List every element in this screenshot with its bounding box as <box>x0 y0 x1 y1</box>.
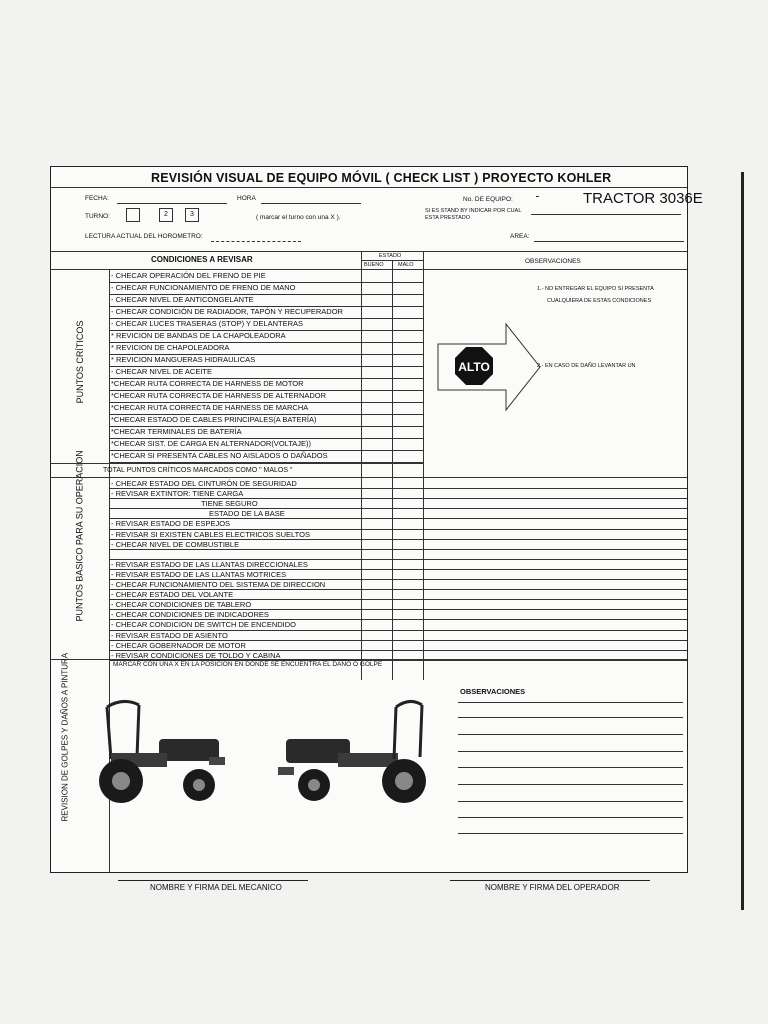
criticos-section-label: PUNTOS CRÍTICOS <box>75 320 85 404</box>
obs-line-8[interactable] <box>458 817 683 818</box>
obs-line-4[interactable] <box>458 751 683 752</box>
turno-box-1[interactable] <box>126 208 140 222</box>
critico-item: - CHECAR LUCES TRASERAS (STOP) Y DELANTERAS <box>111 319 303 328</box>
basico-malo-cell[interactable] <box>393 498 423 508</box>
basico-item: - CHECAR ESTADO DEL CINTURÓN DE SEGURIDAD <box>111 479 297 488</box>
basico-malo-cell[interactable] <box>393 508 423 518</box>
critico-malo-cell[interactable] <box>393 450 423 462</box>
basico-malo-cell[interactable] <box>393 589 423 599</box>
turno-box-2[interactable]: 2 <box>159 208 173 222</box>
critico-malo-cell[interactable] <box>393 306 423 318</box>
critico-item: *CHECAR RUTA CORRECTA DE HARNESS DE MARCHA <box>111 403 309 412</box>
critico-item: - CHECAR CONDICIÓN DE RADIADOR, TAPÓN Y RECUPERADOR <box>111 307 343 316</box>
critico-item: *CHECAR SIST. DE CARGA EN ALTERNADOR(VOLTAJE)) <box>111 439 312 448</box>
mecanico-signature-label: NOMBRE Y FIRMA DEL MECANICO <box>150 883 282 892</box>
basico-malo-cell[interactable] <box>393 529 423 539</box>
operador-signature-line[interactable] <box>450 880 650 881</box>
critico-malo-cell[interactable] <box>393 330 423 342</box>
critico-item: *CHECAR ESTADO DE CABLES PRINCIPALES(A BATERÍA) <box>111 415 317 424</box>
hora-field[interactable] <box>261 203 361 204</box>
bueno-header: BUENO <box>364 262 384 268</box>
critico-item: - CHECAR NIVEL DE ACEITE <box>111 367 212 376</box>
scan-edge-line <box>741 172 744 910</box>
basico-bueno-cell[interactable] <box>362 518 392 528</box>
basico-bueno-cell[interactable] <box>362 488 392 498</box>
mecanico-signature-line[interactable] <box>118 880 308 881</box>
basico-item: - CHECAR GOBERNADOR DE MOTOR <box>111 640 246 650</box>
basico-malo-cell[interactable] <box>393 609 423 619</box>
horometro-label: LECTURA ACTUAL DEL HOROMETRO: <box>85 233 203 240</box>
basico-malo-cell[interactable] <box>393 619 423 629</box>
critico-bueno-cell[interactable] <box>362 366 392 378</box>
golpes-observaciones-label: OBSERVACIONES <box>460 687 526 696</box>
stand-by-field[interactable] <box>531 214 681 215</box>
basico-item: TIENE SEGURO <box>201 499 258 509</box>
obs-line-9[interactable] <box>458 833 683 834</box>
golpes-instruction: MARCAR CON UNA X EN LA POSICION EN DONDE SE ENCUENTRA EL DAÑO O GOLPE <box>113 661 383 668</box>
critico-malo-cell[interactable] <box>393 342 423 354</box>
basico-bueno-cell[interactable] <box>362 619 392 629</box>
critico-item: * REVICION DE BANDAS DE LA CHAPOLEADORA <box>111 331 286 340</box>
stand-by-note: SI ES STAND BY INDICAR POR CUAL ESTA PRESTADO <box>425 208 522 221</box>
basico-bueno-cell[interactable] <box>362 539 392 549</box>
critico-malo-cell[interactable] <box>393 390 423 402</box>
critico-item: - CHECAR OPERACIÓN DEL FRENO DE PIE <box>111 271 266 280</box>
basico-item: - CHECAR CONDICION DE SWITCH DE ENCENDIDO <box>111 620 297 630</box>
title-divider <box>51 187 687 188</box>
critico-malo-cell[interactable] <box>393 294 423 306</box>
critico-malo-cell[interactable] <box>393 282 423 294</box>
no-equipo-label: No. DE EQUIPO: <box>463 196 513 203</box>
basico-malo-cell[interactable] <box>393 599 423 609</box>
basico-item: - REVISAR ESTADO DE LAS LLANTAS MOTRICES <box>111 569 287 579</box>
basico-malo-cell[interactable] <box>393 488 423 498</box>
critico-bueno-cell[interactable] <box>362 270 392 282</box>
critico-bueno-cell[interactable] <box>362 306 392 318</box>
critico-bueno-cell[interactable] <box>362 354 392 366</box>
critico-malo-cell[interactable] <box>393 318 423 330</box>
critico-malo-cell[interactable] <box>393 378 423 390</box>
critico-bueno-cell[interactable] <box>362 282 392 294</box>
critico-malo-cell[interactable] <box>393 438 423 450</box>
critico-bueno-cell[interactable] <box>362 378 392 390</box>
critico-bueno-cell[interactable] <box>362 414 392 426</box>
stop-sign-label: ALTO <box>458 360 490 374</box>
table-top-rule <box>51 251 687 252</box>
basico-bueno-cell[interactable] <box>362 630 392 640</box>
critico-bueno-cell[interactable] <box>362 390 392 402</box>
area-field[interactable] <box>534 241 684 242</box>
critico-bueno-cell[interactable] <box>362 330 392 342</box>
checklist-form <box>50 166 703 873</box>
obs-line-2[interactable] <box>458 717 683 718</box>
basico-malo-cell[interactable] <box>393 569 423 579</box>
basico-malo-cell[interactable] <box>393 539 423 549</box>
golpes-top-rule <box>51 659 687 660</box>
basico-bueno-cell[interactable] <box>362 549 392 559</box>
tractor-left-illustration[interactable] <box>89 697 229 807</box>
critico-malo-cell[interactable] <box>393 402 423 414</box>
critico-malo-cell[interactable] <box>393 354 423 366</box>
turno-note: ( marcar el turno con una X ). <box>256 214 341 221</box>
equipo-crossout <box>536 191 539 203</box>
basico-item: - REVISAR CONDICIONES DE TOLDO Y CABINA <box>111 650 281 660</box>
basico-item: - REVISAR ESTADO DE LAS LLANTAS DIRECCIONALES <box>111 559 308 569</box>
basico-malo-cell[interactable] <box>393 630 423 640</box>
fecha-field[interactable] <box>117 203 227 204</box>
operador-signature-label: NOMBRE Y FIRMA DEL OPERADOR <box>485 883 620 892</box>
critico-item: *CHECAR SI PRESENTA CABLES NO AISLADOS O DAÑADOS <box>111 451 328 460</box>
critico-item: *CHECAR RUTA CORRECTA DE HARNESS DE MOTOR <box>111 379 304 388</box>
form-title: REVISIÓN VISUAL DE EQUIPO MÓVIL ( CHECK LIST ) PROYECTO KOHLER <box>151 171 612 185</box>
tractor-right-illustration[interactable] <box>276 697 436 807</box>
horometro-field[interactable] <box>211 241 301 242</box>
obs-line-5[interactable] <box>458 767 683 768</box>
condiciones-header: CONDICIONES A REVISAR <box>151 255 253 264</box>
basico-item: ESTADO DE LA BASE <box>209 509 285 519</box>
critico-bueno-cell[interactable] <box>362 438 392 450</box>
critico-note-1b: CUALQUIERA DE ESTAS CONDICIONES <box>547 298 652 304</box>
basico-bueno-cell[interactable] <box>362 478 392 488</box>
basico-item: - CHECAR ESTADO DEL VOLANTE <box>111 590 234 600</box>
basico-item: - REVISAR ESTADO DE ESPEJOS <box>111 519 231 529</box>
critico-item: - CHECAR FUNCIONAMIENTO DE FRENO DE MANO <box>111 283 296 292</box>
critico-item: * REVICION DE CHAPOLEADORA <box>111 343 230 352</box>
basico-bueno-cell[interactable] <box>362 609 392 619</box>
critico-bueno-cell[interactable] <box>362 342 392 354</box>
basico-bueno-cell[interactable] <box>362 640 392 650</box>
obs-line-7[interactable] <box>458 801 683 802</box>
obs-col-line <box>423 251 424 680</box>
golpes-section-label: REVISION DE GOLPES Y DAÑOS A PINTURA <box>60 652 70 822</box>
fecha-label: FECHA: <box>85 195 109 202</box>
basico-item: - CHECAR CONDICIONES DE TABLERO <box>111 600 252 610</box>
basico-item: - REVISAR EXTINTOR: TIENE CARGA <box>111 489 244 499</box>
turno-box-3[interactable]: 3 <box>185 208 199 222</box>
total-criticos-label: TOTAL PUNTOS CRÍTICOS MARCADOS COMO " MALOS " <box>103 467 293 474</box>
critico-bueno-cell[interactable] <box>362 402 392 414</box>
basico-bueno-cell[interactable] <box>362 589 392 599</box>
basico-item: - CHECAR FUNCIONAMIENTO DEL SISTEMA DE DIRECCION <box>111 580 326 589</box>
obs-line-1[interactable] <box>458 702 683 703</box>
basico-bueno-cell[interactable] <box>362 569 392 579</box>
basico-bueno-cell[interactable] <box>362 529 392 539</box>
critico-item: - CHECAR NIVEL DE ANTICONGELANTE <box>111 295 254 304</box>
basico-item: - CHECAR CONDICIONES DE INDICADORES <box>111 610 269 620</box>
obs-line-3[interactable] <box>458 734 683 735</box>
estado-header: ESTADO <box>379 253 402 259</box>
critico-bueno-cell[interactable] <box>362 294 392 306</box>
basico-malo-cell[interactable] <box>393 549 423 559</box>
critico-malo-cell[interactable] <box>393 366 423 378</box>
basico-malo-cell[interactable] <box>393 518 423 528</box>
critico-item: *CHECAR RUTA CORRECTA DE HARNESS DE ALTERNADOR <box>111 391 327 400</box>
basico-bueno-cell[interactable] <box>362 599 392 609</box>
basico-malo-cell[interactable] <box>393 579 423 589</box>
basico-item: - REVISAR SI EXISTEN CABLES ELECTRICOS SUELTOS <box>111 529 310 539</box>
basico-bueno-cell[interactable] <box>362 559 392 569</box>
hora-label: HORA <box>237 195 256 202</box>
critico-item: *CHECAR TERMINALES DE BATERÍA <box>111 427 242 436</box>
basicos-section-label: PUNTOS BASICO PARA SU OPERACION <box>74 450 85 622</box>
basico-bueno-cell[interactable] <box>362 498 392 508</box>
critico-note-1: 1.- NO ENTREGAR EL EQUIPO SI PRESENTA <box>537 286 654 292</box>
observaciones-header: OBSERVACIONES <box>525 258 581 265</box>
basico-item: - REVISAR ESTADO DE ASIENTO <box>111 630 228 640</box>
equipo-value[interactable]: TRACTOR 3036E <box>583 190 703 207</box>
basico-malo-cell[interactable] <box>393 478 423 488</box>
critico-bueno-cell[interactable] <box>362 450 392 462</box>
critico-note-2: 2.- EN CASO DE DAÑO LEVANTAR UN <box>537 363 636 369</box>
basico-malo-cell[interactable] <box>393 559 423 569</box>
basico-item: - CHECAR NIVEL DE COMBUSTIBLE <box>111 539 240 549</box>
critico-item: * REVICION MANGUERAS HIDRAULICAS <box>111 355 256 364</box>
basico-malo-cell[interactable] <box>393 640 423 650</box>
critico-malo-cell[interactable] <box>393 270 423 282</box>
critico-bueno-cell[interactable] <box>362 318 392 330</box>
critico-malo-cell[interactable] <box>393 414 423 426</box>
malo-header: MALO <box>398 262 414 268</box>
critico-bueno-cell[interactable] <box>362 426 392 438</box>
critico-malo-cell[interactable] <box>393 426 423 438</box>
total-top-rule <box>51 463 423 464</box>
alto-arrow-graphic <box>436 322 542 412</box>
basico-bueno-cell[interactable] <box>362 579 392 589</box>
area-label: AREA: <box>510 233 530 240</box>
obs-line-6[interactable] <box>458 784 683 785</box>
basico-bueno-cell[interactable] <box>362 508 392 518</box>
turno-label: TURNO: <box>85 213 110 220</box>
